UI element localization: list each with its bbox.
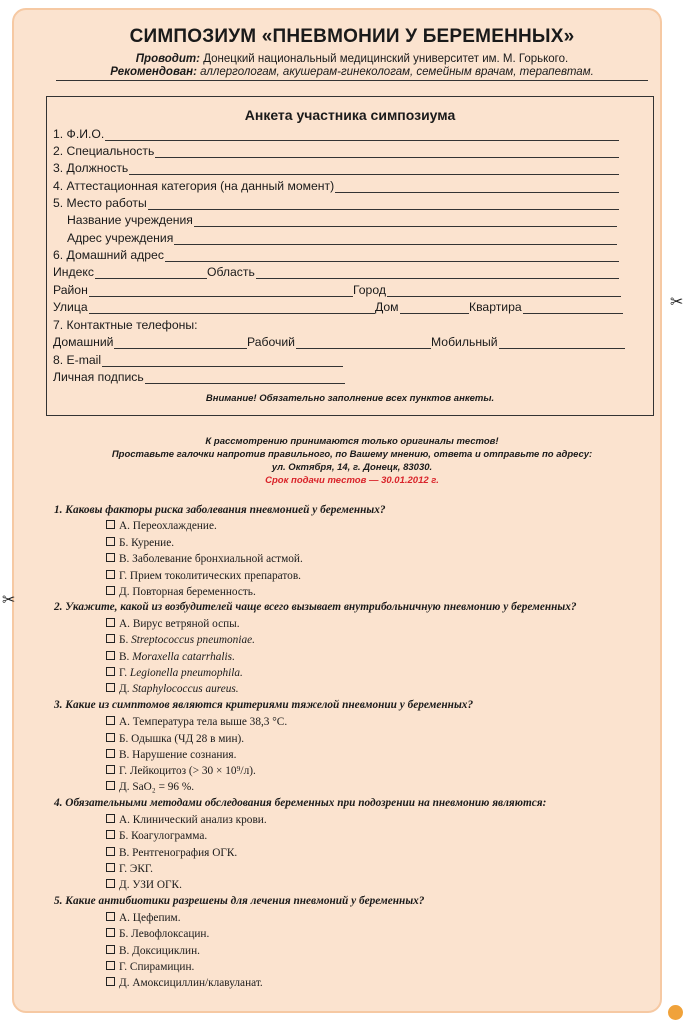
signature-label: Личная подпись xyxy=(53,370,144,384)
index-region-row xyxy=(53,265,619,279)
divider xyxy=(56,80,648,81)
answer-option[interactable]: Д. Амоксициллин/клавуланат. xyxy=(106,977,263,989)
scissors-icon: ✂ xyxy=(670,292,684,311)
page-title: СИМПОЗИУМ «ПНЕВМОНИИ У БЕРЕМЕННЫХ» xyxy=(129,26,575,47)
checkbox-icon[interactable] xyxy=(106,683,115,692)
checkbox-icon[interactable] xyxy=(106,749,115,758)
category-field[interactable] xyxy=(53,179,619,193)
apartment-label: Квартира xyxy=(469,300,522,314)
checkbox-icon[interactable] xyxy=(106,945,115,954)
answer-option[interactable]: Д. Staphylococcus aureus. xyxy=(106,683,239,695)
instruction-address: ул. Октября, 14, г. Донецк, 83030. xyxy=(271,462,433,473)
checkbox-icon[interactable] xyxy=(106,716,115,725)
checkbox-icon[interactable] xyxy=(106,618,115,627)
city-field[interactable] xyxy=(353,283,621,297)
answer-option[interactable]: В. Заболевание бронхиальной астмой. xyxy=(106,553,303,565)
instruction-originals: К рассмотрению принимаются только оригиналы тестов! xyxy=(205,436,499,447)
answer-option[interactable]: Г. Лейкоцитоз (> 30 × 10⁹/л). xyxy=(106,765,256,777)
fio-label: 1. Ф.И.О. xyxy=(53,127,105,141)
street-row xyxy=(53,300,623,314)
mobile-phone-label: Мобильный xyxy=(431,335,498,349)
city-label: Город xyxy=(353,283,386,297)
index-label: Индекс xyxy=(53,265,94,279)
phones-row xyxy=(53,335,625,349)
checkbox-icon[interactable] xyxy=(106,830,115,839)
checkbox-icon[interactable] xyxy=(106,667,115,676)
recommended-label: Рекомендован: xyxy=(110,66,197,78)
institution-address-label: Адрес учреждения xyxy=(67,231,174,245)
home-address-label: 6. Домашний адрес xyxy=(53,248,164,262)
workplace-field[interactable] xyxy=(53,196,619,210)
corner-badge xyxy=(668,1005,683,1020)
checkbox-icon[interactable] xyxy=(106,847,115,856)
institution-name-label: Название учреждения xyxy=(67,213,193,227)
answer-option[interactable]: Г. ЭКГ. xyxy=(106,863,153,875)
street-label: Улица xyxy=(53,300,88,314)
answer-option[interactable]: Д. Повторная беременность. xyxy=(106,586,256,598)
home-phone-field[interactable] xyxy=(53,335,247,349)
recommended-text: аллергологам, акушерам-гинекологам, семейным врачам, терапевтам. xyxy=(200,66,594,78)
checkbox-icon[interactable] xyxy=(106,570,115,579)
answer-option[interactable]: В. Доксициклин. xyxy=(106,945,200,957)
question-2: 2. Укажите, какой из возбудителей чаще всего вызывает внутрибольничную пневмонию у беременных? xyxy=(54,601,577,613)
question-3: 3. Какие из симптомов являются критериями тяжелой пневмонии у беременных? xyxy=(54,699,474,711)
work-phone-field[interactable] xyxy=(247,335,431,349)
home-phone-label: Домашний xyxy=(53,335,114,349)
answer-option[interactable]: А. Цефепим. xyxy=(106,912,181,924)
form-title: Анкета участника симпозиума xyxy=(244,107,456,123)
answer-option[interactable]: Б. Коагулограмма. xyxy=(106,830,207,842)
workplace-label: 5. Место работы xyxy=(53,196,147,210)
checkbox-icon[interactable] xyxy=(106,863,115,872)
email-label: 8. E-mail xyxy=(53,353,102,367)
institution-name-field[interactable] xyxy=(67,213,617,227)
answer-option[interactable]: Г. Legionella pneumophila. xyxy=(106,667,243,679)
signature-field[interactable] xyxy=(53,370,345,384)
answer-option[interactable]: Г. Прием токолитических препаратов. xyxy=(106,570,301,582)
district-label: Район xyxy=(53,283,88,297)
question-5: 5. Какие антибиотики разрешены для лечения пневмоний у беременных? xyxy=(54,895,425,907)
attention-note: Внимание! Обязательно заполнение всех пунктов анкеты. xyxy=(205,393,495,404)
recommended-line xyxy=(12,65,685,79)
region-label: Область xyxy=(207,265,255,279)
checkbox-icon[interactable] xyxy=(106,781,115,790)
organizer-label: Проводит: xyxy=(135,53,200,65)
checkbox-icon[interactable] xyxy=(106,634,115,643)
phones-label: 7. Контактные телефоны: xyxy=(53,318,198,332)
answer-option[interactable]: Б. Левофлоксацин. xyxy=(106,928,209,940)
answer-option[interactable]: Г. Спирамицин. xyxy=(106,961,194,973)
checkbox-icon[interactable] xyxy=(106,928,115,937)
answer-option[interactable]: А. Переохлаждение. xyxy=(106,520,217,532)
specialty-field[interactable] xyxy=(53,144,619,158)
answer-option[interactable]: В. Moraxella catarrhalis. xyxy=(106,651,235,663)
answer-option[interactable]: А. Температура тела выше 38,3 °С. xyxy=(106,716,287,728)
district-city-row xyxy=(53,283,621,297)
checkbox-icon[interactable] xyxy=(106,553,115,562)
fio-field[interactable] xyxy=(53,127,619,141)
checkbox-icon[interactable] xyxy=(106,537,115,546)
answer-option[interactable]: Б. Курение. xyxy=(106,537,174,549)
instruction-send: Проставьте галочки напротив правильного, по Вашему мнению, ответа и отправьте по адресу: xyxy=(111,449,593,460)
index-field[interactable] xyxy=(53,265,207,279)
district-field[interactable] xyxy=(53,283,353,297)
answer-option[interactable]: Б. Одышка (ЧД 28 в мин). xyxy=(106,733,244,745)
checkbox-icon[interactable] xyxy=(106,879,115,888)
specialty-label: 2. Специальность xyxy=(53,144,155,158)
region-field[interactable] xyxy=(207,265,619,279)
question-1: 1. Каковы факторы риска заболевания пневмонией у беременных? xyxy=(54,504,386,516)
checkbox-icon[interactable] xyxy=(106,586,115,595)
deadline-text: Срок подачи тестов — 30.01.2012 г. xyxy=(265,475,439,486)
checkbox-icon[interactable] xyxy=(106,961,115,970)
apartment-field[interactable] xyxy=(469,300,623,314)
question-4: 4. Обязательными методами обследования беременных при подозрении на пневмонию являются: xyxy=(54,797,547,809)
house-label: Дом xyxy=(375,300,399,314)
scissors-icon: ✂ xyxy=(2,590,16,609)
position-field[interactable] xyxy=(53,161,619,175)
answer-option[interactable]: Д. SaO₂ = 96 %. xyxy=(106,781,194,793)
house-field[interactable] xyxy=(375,300,469,314)
institution-address-field[interactable] xyxy=(67,231,617,245)
participant-form xyxy=(46,96,654,416)
category-label: 4. Аттестационная категория (на данный момент) xyxy=(53,179,335,193)
checkbox-icon[interactable] xyxy=(106,520,115,529)
checkbox-icon[interactable] xyxy=(106,912,115,921)
home-address-field[interactable] xyxy=(53,248,619,262)
checkbox-icon[interactable] xyxy=(106,977,115,986)
answer-option[interactable]: В. Рентгенография ОГК. xyxy=(106,847,237,859)
position-label: 3. Должность xyxy=(53,161,129,175)
answer-option[interactable]: А. Клинический анализ крови. xyxy=(106,814,267,826)
organizer-text: Донецкий национальный медицинский университет им. М. Горького. xyxy=(203,53,569,65)
answer-option[interactable]: А. Вирус ветряной оспы. xyxy=(106,618,240,630)
answer-option[interactable]: Д. УЗИ ОГК. xyxy=(106,879,182,891)
checkbox-icon[interactable] xyxy=(106,765,115,774)
street-field[interactable] xyxy=(53,300,375,314)
organizer-line xyxy=(12,52,685,66)
work-phone-label: Рабочий xyxy=(247,335,295,349)
email-field[interactable] xyxy=(53,353,343,367)
checkbox-icon[interactable] xyxy=(106,651,115,660)
checkbox-icon[interactable] xyxy=(106,814,115,823)
checkbox-icon[interactable] xyxy=(106,733,115,742)
mobile-phone-field[interactable] xyxy=(431,335,625,349)
answer-option[interactable]: В. Нарушение сознания. xyxy=(106,749,236,761)
answer-option[interactable]: Б. Streptococcus pneumoniae. xyxy=(106,634,255,646)
